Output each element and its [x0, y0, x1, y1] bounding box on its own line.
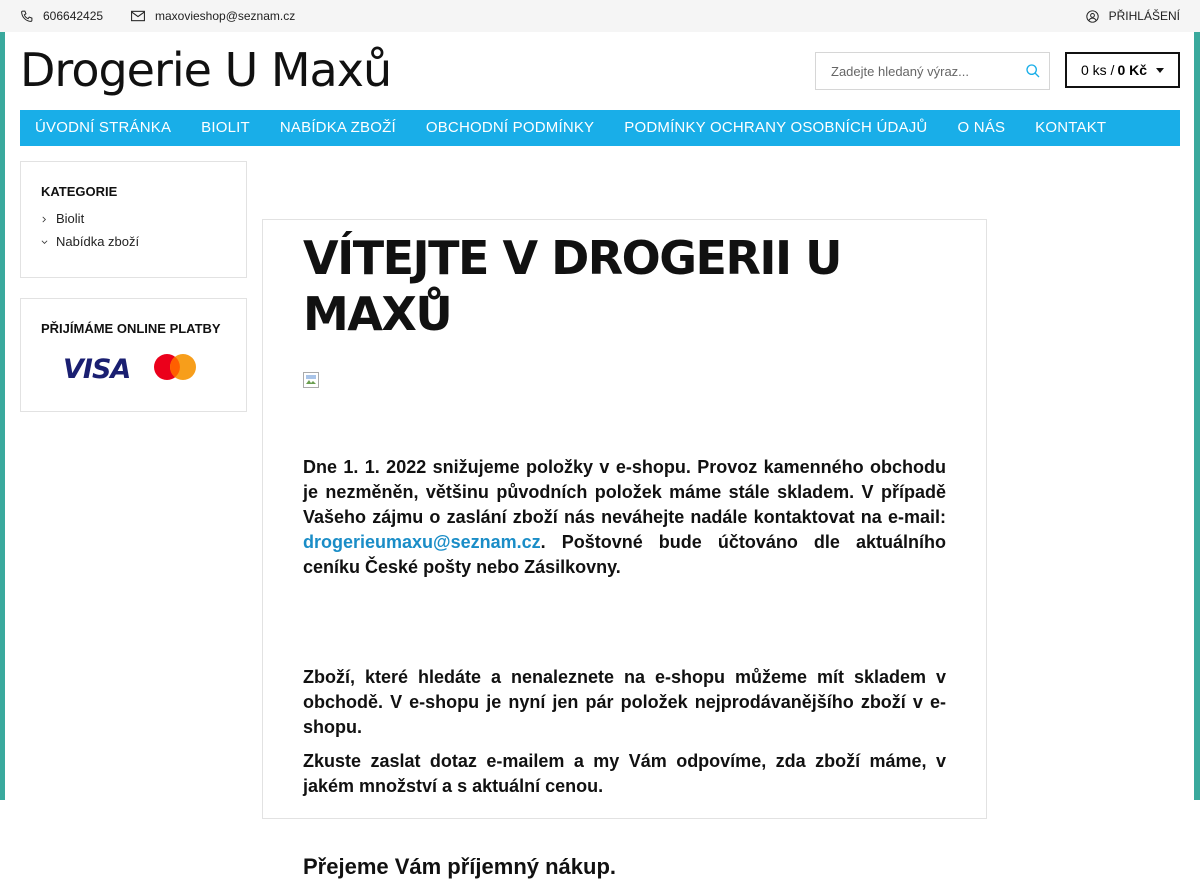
- caret-down-icon: [1156, 68, 1164, 73]
- site-title[interactable]: Drogerie U Maxů: [20, 43, 392, 97]
- categories-box: [20, 161, 247, 278]
- search-box: [815, 52, 1050, 90]
- main-navigation: [20, 110, 1180, 146]
- email-contact[interactable]: [131, 0, 295, 32]
- category-item-products[interactable]: [41, 230, 226, 253]
- cart-count: 0 ks /: [1080, 62, 1115, 78]
- category-label: Nabídka zboží: [56, 234, 140, 249]
- chevron-right-icon: [41, 211, 48, 226]
- intro-paragraph: [303, 455, 946, 580]
- mastercard-logo: [154, 354, 196, 385]
- inquiry-paragraph: Zkuste zaslat dotaz e-mailem a my Vám odpovíme, zda zboží máme, v jakém množství a s aktuální cenou.: [303, 751, 946, 796]
- intro-text-end: . Poštovné bude účtováno dle aktuálního ceníku České pošty nebo Zásilkovny.: [303, 532, 946, 577]
- payments-title: PŘIJÍMÁME ONLINE PLATBY: [41, 321, 221, 336]
- closing-paragraph: Přejeme Vám příjemný nákup.: [303, 854, 617, 879]
- category-item-biolit[interactable]: [41, 207, 226, 230]
- payment-logos: [41, 354, 226, 385]
- chevron-down-icon: [41, 234, 48, 249]
- phone-number: 606642425: [43, 9, 104, 23]
- user-icon: [1086, 10, 1099, 23]
- stock-paragraph: Zboží, které hledáte a nenaleznete na e-shopu můžeme mít skladem v obchodě. V e-shopu je nyní jen pár položek nejprodávanějšího zboží v e-shopu.: [303, 667, 946, 737]
- nav-item-home[interactable]: ÚVODNÍ STRÁNKA: [35, 119, 172, 136]
- top-bar: [0, 0, 1200, 32]
- left-accent-bar: [0, 32, 5, 800]
- email-address: maxovieshop@seznam.cz: [155, 9, 296, 23]
- visa-logo: VISA: [63, 354, 131, 385]
- category-list: [41, 207, 226, 253]
- right-accent-bar: [1194, 32, 1200, 800]
- login-link[interactable]: [1086, 0, 1180, 32]
- intro-text: Dne 1. 1. 2022 snižujeme položky v e-shopu. Provoz kamenného obchodu je nezměněn, většinu původních položek máme stále skladem. V případě Vašeho zájmu o zaslání zboží nás neváhejte nadále kontaktovat na e-mail:: [303, 457, 946, 527]
- main-content: [262, 219, 987, 879]
- phone-contact[interactable]: [20, 0, 103, 32]
- broken-image-icon: [303, 372, 319, 388]
- cart-button[interactable]: [1065, 52, 1180, 88]
- nav-item-biolit[interactable]: BIOLIT: [201, 119, 250, 136]
- nav-item-terms[interactable]: OBCHODNÍ PODMÍNKY: [425, 119, 595, 136]
- cart-total: 0 Kč: [1117, 62, 1148, 78]
- mail-icon: [131, 10, 145, 22]
- nav-item-about[interactable]: O NÁS: [957, 119, 1006, 136]
- phone-icon: [20, 10, 33, 23]
- nav-item-products[interactable]: NABÍDKA ZBOŽÍ: [279, 119, 396, 136]
- login-label: PŘIHLÁŠENÍ: [1108, 9, 1180, 23]
- category-label: Biolit: [56, 211, 85, 226]
- search-icon[interactable]: [1025, 63, 1041, 84]
- payments-box: [20, 298, 247, 412]
- nav-item-contact[interactable]: KONTAKT: [1035, 119, 1107, 136]
- email-link[interactable]: drogerieumaxu@seznam.cz: [303, 532, 541, 552]
- page-heading: VÍTEJTE V DROGERII U MAXŮ: [303, 231, 841, 341]
- categories-title: KATEGORIE: [41, 184, 118, 199]
- search-input[interactable]: [816, 64, 1016, 79]
- nav-item-privacy[interactable]: PODMÍNKY OCHRANY OSOBNÍCH ÚDAJŮ: [624, 119, 928, 136]
